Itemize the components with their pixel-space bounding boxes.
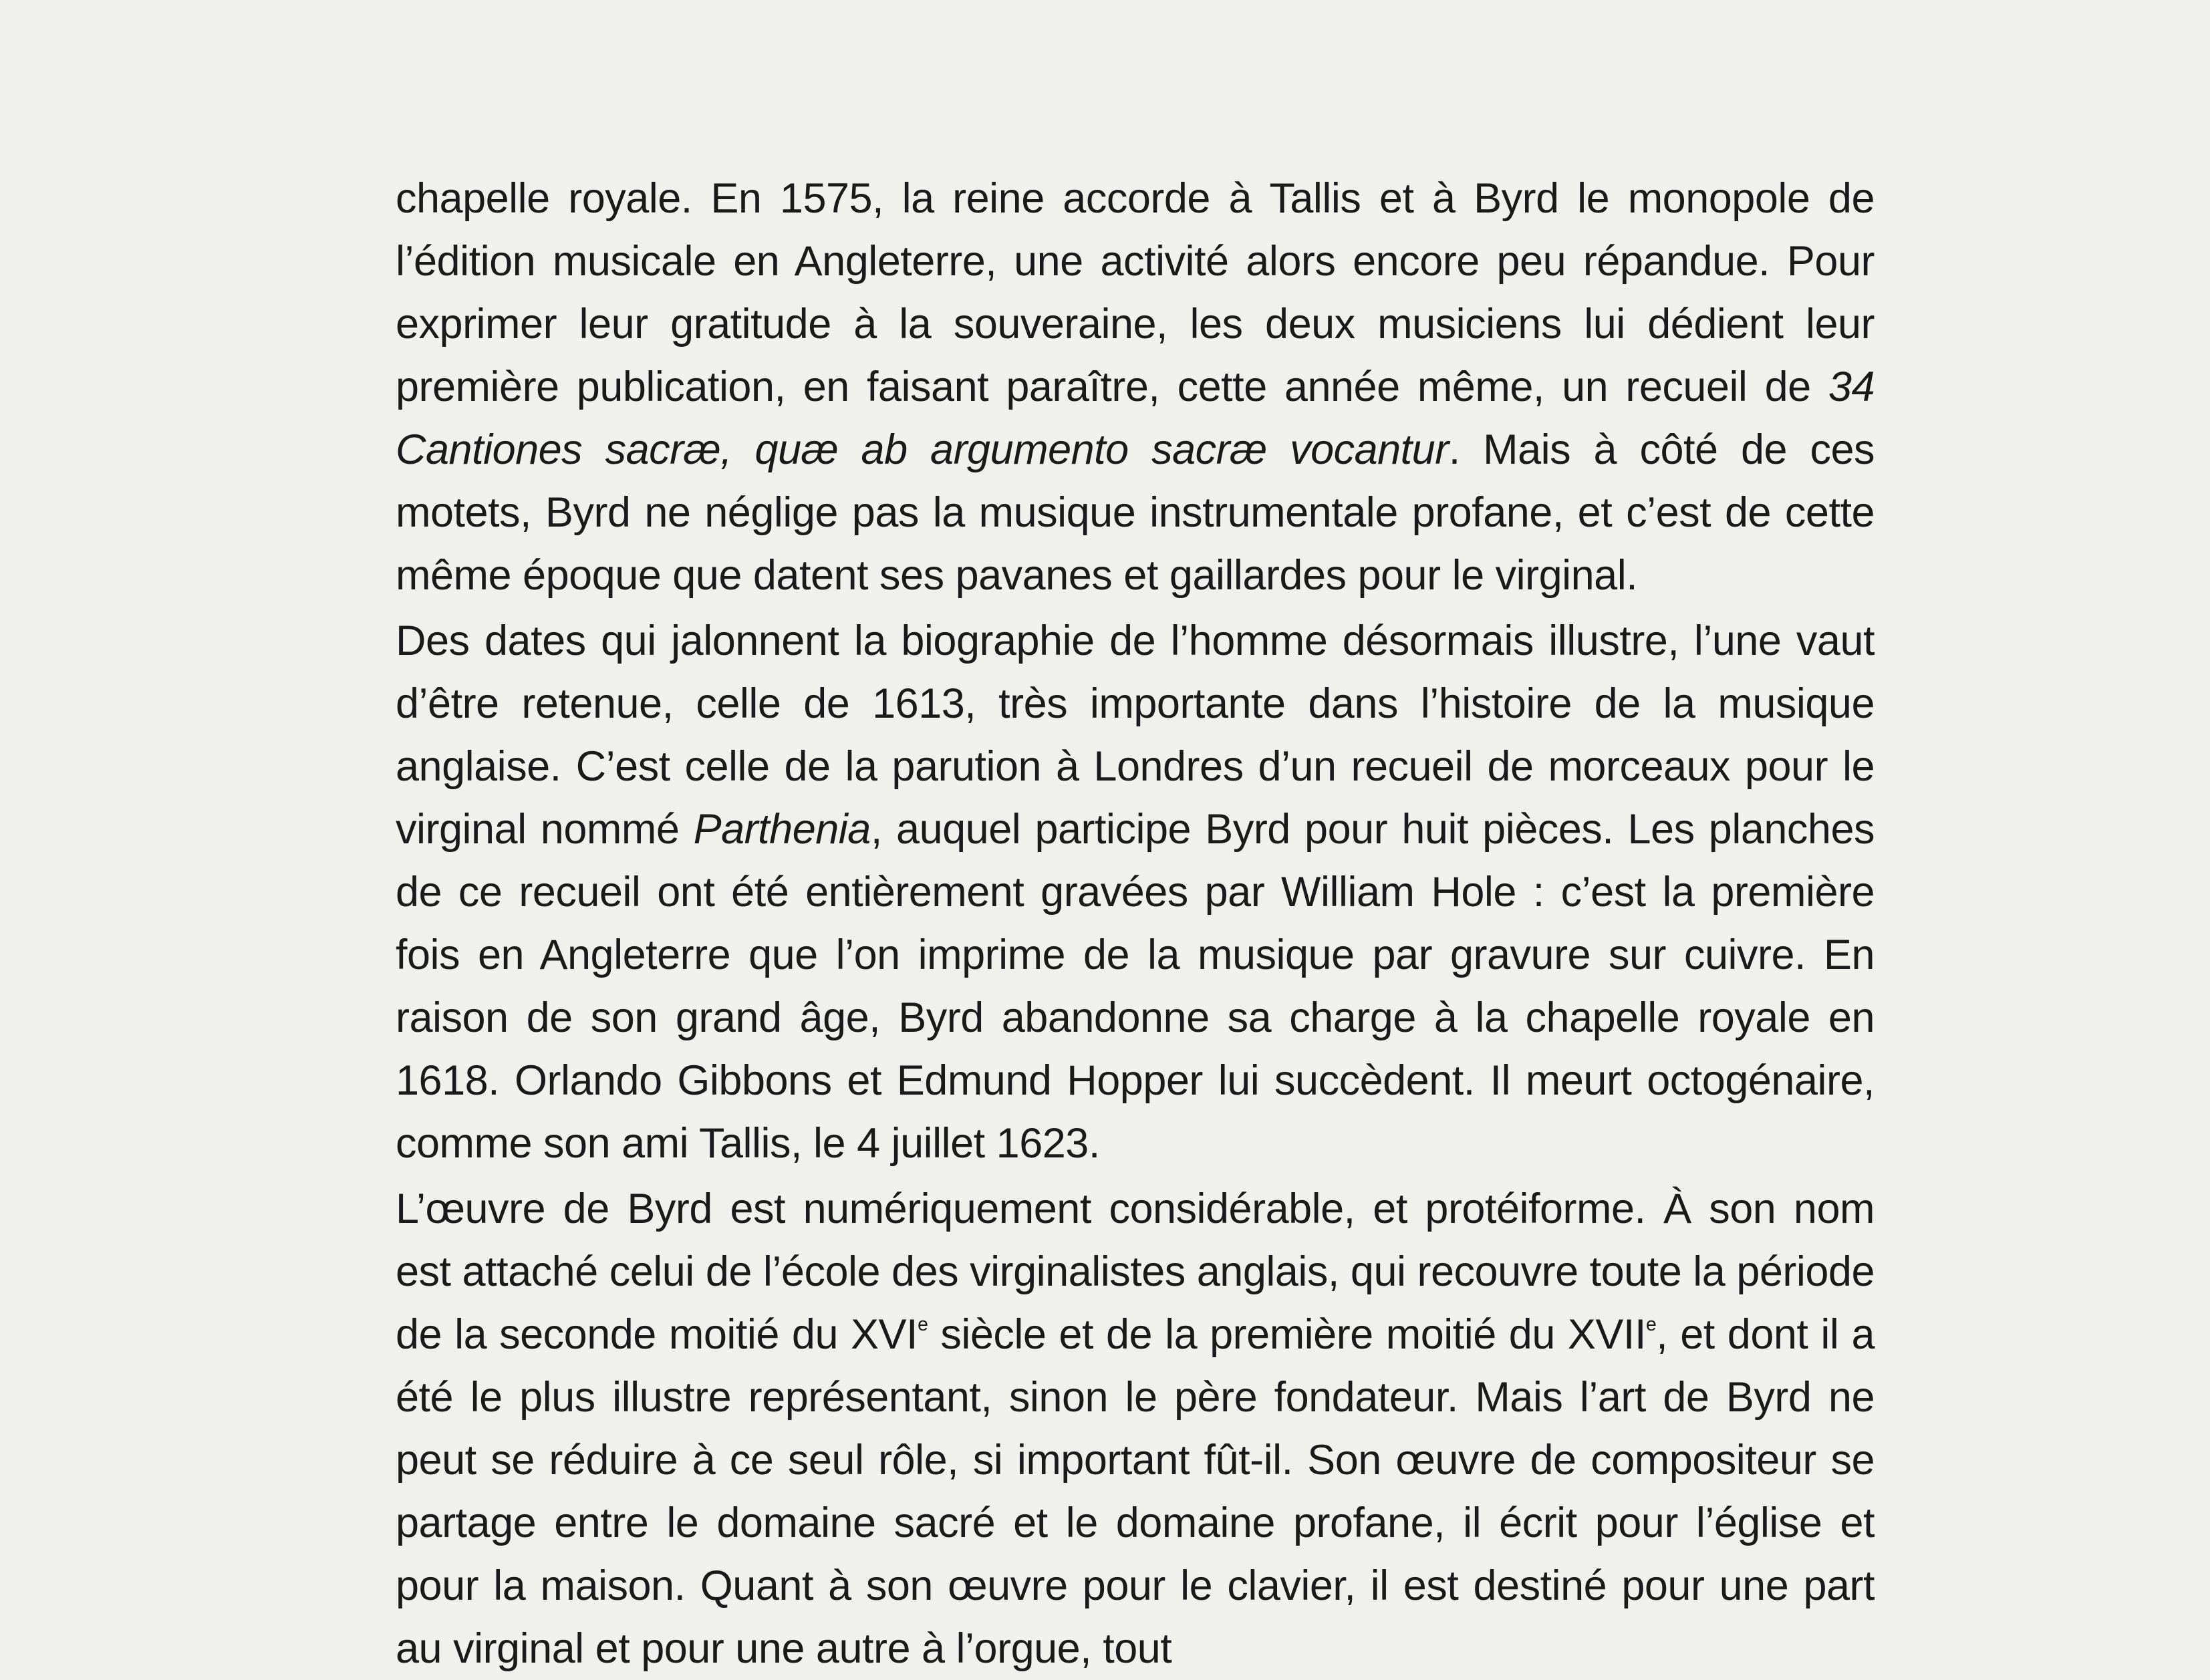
paragraph-2-text-a: Des dates qui jalonnent la biographie de l’homme désormais illustre, l’une vaut d’être retenue, celle de 1613, très importante dans l’histoire de la musique anglaise. C’est celle de la parution à Londres d’un recueil de morceaux pour le virginal nommé (396, 617, 1875, 853)
paragraph-3 (396, 1177, 1875, 1680)
paragraph-2-italic-title: Parthenia (693, 806, 871, 853)
paragraph-3-text-c: , et dont il a été le plus illustre représentant, sinon le père fondateur. Mais l’art de Byrd ne peut se réduire à ce seul rôle, si important fût-il. Son œuvre de compositeur se partage entre le domaine sacré et le domaine profane, il écrit pour l’église et pour la maison. Quant à son œuvre pour le clavier, il est destiné pour une part au virginal et pour une autre à l’orgue, tout (396, 1311, 1875, 1672)
paragraph-1-text-b: . Mais à côté de ces motets, Byrd ne néglige pas la musique instrumentale profane, et c’est de cette même époque que datent ses pavanes et gaillardes pour le virginal. (396, 426, 1875, 599)
paragraph-1-italic-title: 34 Cantiones sacræ, quæ ab argumento sacræ vocantur (396, 364, 1875, 473)
paragraph-2-text-b: , auquel participe Byrd pour huit pièces. Les planches de ce recueil ont été entièrement gravées par William Hole : c’est la première fois en Angleterre que l’on imprime de la musique par gravure sur cuivre. En raison de son grand âge, Byrd abandonne sa charge à la chapelle royale en 1618. Orlando Gibbons et Edmund Hopper lui succèdent. Il meurt octogénaire, comme son ami Tallis, le 4 juillet 1623. (396, 806, 1875, 1167)
body-text (396, 167, 1875, 1680)
paragraph-1-text-a: chapelle royale. En 1575, la reine accorde à Tallis et à Byrd le monopole de l’édition musicale en Angleterre, une activité alors encore peu répandue. Pour exprimer leur gratitude à la souveraine, les deux musiciens lui dédient leur première publication, en faisant paraître, cette année même, un recueil de (396, 175, 1875, 410)
superscript-e: e (1645, 1314, 1657, 1336)
superscript-e: e (918, 1314, 928, 1336)
paragraph-3-text-a: L’œuvre de Byrd est numériquement considérable, et protéiforme. À son nom est attaché celui de l’école des virginalistes anglais, qui recouvre toute la période de la seconde moitié du XVI (396, 1185, 1875, 1358)
paragraph-2 (396, 609, 1875, 1175)
paragraph-1 (396, 167, 1875, 607)
paragraph-3-text-b: siècle et de la première moitié du XVII (928, 1311, 1646, 1358)
